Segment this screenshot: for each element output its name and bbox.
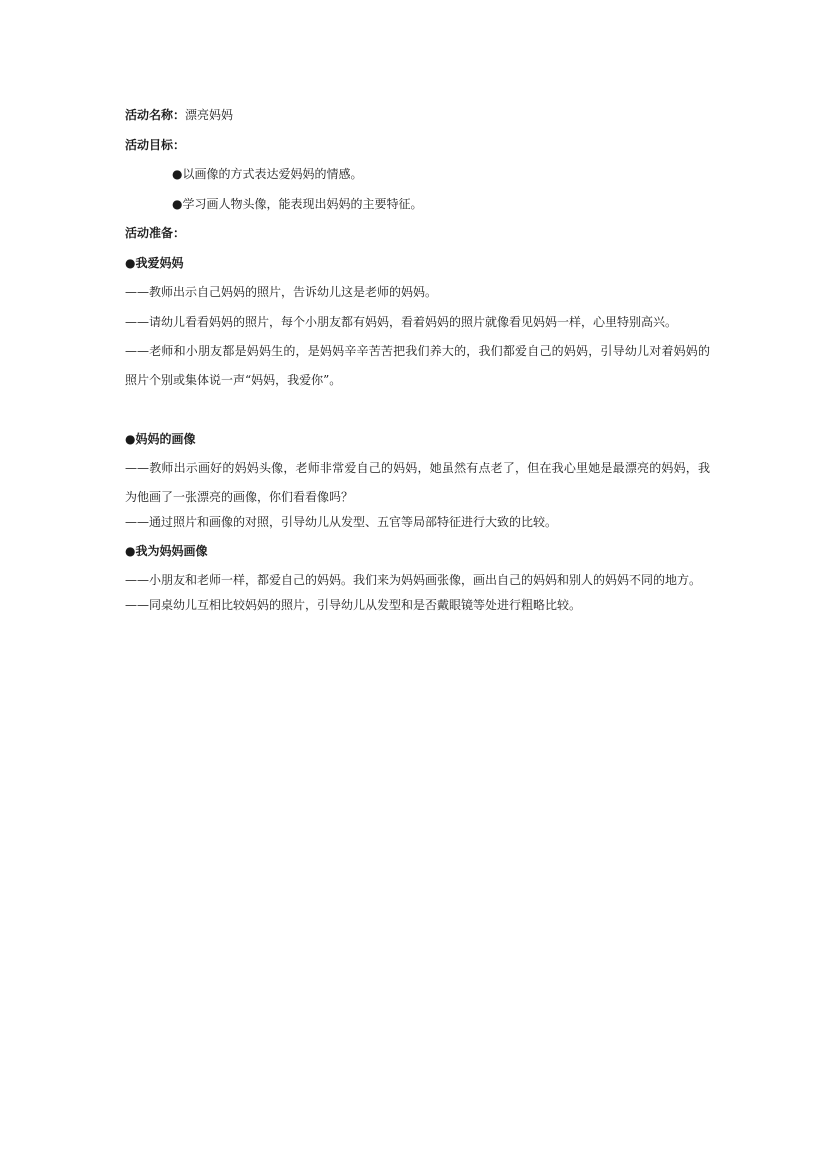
section-2-line-1: ——教师出示画好的妈妈头像，老师非常爱自己的妈妈，她虽然有点老了，但在我心里她是最漂亮的妈妈，我为他画了一张漂亮的画像，你们看看像吗？ bbox=[125, 460, 710, 504]
goal-item-2: ●学习画人物头像，能表现出妈妈的主要特征。 bbox=[172, 196, 423, 211]
section-2-line-2: ——通过照片和画像的对照，引导幼儿从发型、五官等局部特征进行大致的比较。 bbox=[125, 514, 558, 529]
section-3-line-1: ——小朋友和老师一样，都爱自己的妈妈。我们来为妈妈画张像，画出自己的妈妈和别人的妈妈不同的地方。 bbox=[125, 573, 702, 587]
document-page bbox=[125, 106, 710, 625]
section-1-line-3: ——老师和小朋友都是妈妈生的，是妈妈辛辛苦苦把我们养大的，我们都爱自己的妈妈，引导幼儿对着妈妈的照片个别或集体说一声“妈妈，我爱你”。 bbox=[125, 343, 710, 387]
section-1-line-1: ——教师出示自己妈妈的照片，告诉幼儿这是老师的妈妈。 bbox=[125, 285, 438, 299]
section-3-line-2: ——同桌幼儿互相比较妈妈的照片，引导幼儿从发型和是否戴眼镜等处进行粗略比较。 bbox=[125, 597, 582, 612]
activity-goal-label: 活动目标： bbox=[125, 137, 186, 152]
section-gap bbox=[125, 396, 710, 430]
section-heading-mom-portrait: ●妈妈的画像 bbox=[125, 431, 196, 446]
activity-prep-label: 活动准备： bbox=[125, 226, 186, 240]
section-heading-love-mom: ●我爱妈妈 bbox=[125, 255, 184, 270]
goal-item-1: ●以画像的方式表达爱妈妈的情感。 bbox=[172, 167, 363, 181]
activity-name-label: 活动名称： bbox=[125, 108, 186, 122]
section-1-line-2: ——请幼儿看看妈妈的照片，每个小朋友都有妈妈，看着妈妈的照片就像看见妈妈一样，心里特别高兴。 bbox=[125, 314, 678, 329]
activity-name-value: 漂亮妈妈 bbox=[185, 108, 234, 122]
section-heading-draw-mom: ●我为妈妈画像 bbox=[125, 544, 208, 558]
activity-name-row bbox=[125, 106, 710, 136]
